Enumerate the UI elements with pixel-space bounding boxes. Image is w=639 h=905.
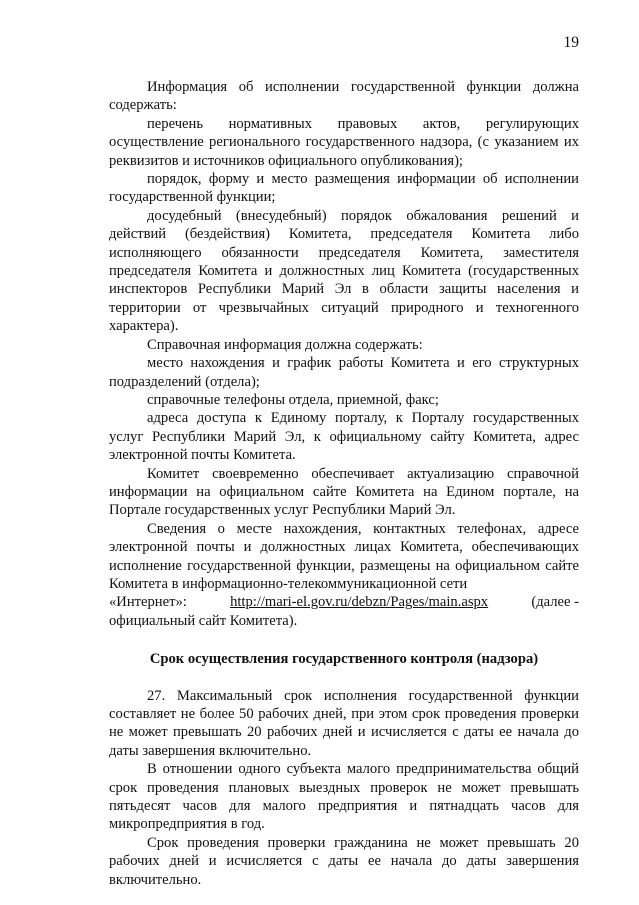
paragraph: адреса доступа к Единому порталу, к Порталу государственных услуг Республики Марий Эл, к официальному сайту Комитета, адрес электронной почты Комитета.: [109, 410, 579, 464]
paragraph: 27. Максимальный срок исполнения государственной функции составляет не более 50 рабочих дней, при этом срок проведения проверки не может превышать 20 рабочих дней и исчисляется с даты ее начала до даты завершения включительно.: [109, 687, 579, 759]
paragraph: справочные телефоны отдела, приемной, факс;: [147, 391, 439, 408]
official-site-link[interactable]: http://mari-el.gov.ru/debzn/Pages/main.aspx: [230, 594, 489, 611]
page-number: 19: [563, 34, 579, 51]
paragraph: перечень нормативных правовых актов, регулирующих осуществление регионального государственного надзора, (с указанием их реквизитов и источников официального опубликования);: [109, 115, 579, 169]
link-line: [109, 593, 579, 611]
paragraph: В отношении одного субъекта малого предпринимательства общий срок проведения плановых выездных проверок не может превышать пятьдесят часов для малого предприятия и пятнадцать часов для микропредприятия в год.: [109, 761, 579, 833]
paragraph: Комитет своевременно обеспечивает актуализацию справочной информации на официальном сайте Комитета на Едином портале, на Портале государственных услуг Республики Марий Эл.: [109, 465, 579, 519]
paragraph: досудебный (внесудебный) порядок обжалования решений и действий (бездействия) Комитета, председателя Комитета либо исполняющего обязанности председателя Комитета, заместителя председателя Комитета и должностных лиц Комитета (государственных инспекторов Республики Марий Эл в области защиты населения и территории от чрезвычайных ситуаций природного и техногенного характера).: [109, 207, 579, 335]
section-heading: Срок осуществления государственного контроля (надзора): [149, 651, 539, 668]
link-suffix: (далее -: [531, 594, 579, 611]
paragraph: Справочная информация должна содержать:: [147, 336, 423, 353]
paragraph: Информация об исполнении государственной функции должна содержать:: [109, 79, 579, 114]
paragraph: Сведения о месте нахождения, контактных телефонах, адресе электронной почты и должностных лицах Комитета, обеспечивающих исполнение государственной функции, размещены на официальном сайте Комитета в информационно-телекоммуникационной сети: [109, 520, 579, 592]
paragraph: порядок, форму и место размещения информации об исполнении государственной функции;: [109, 171, 579, 206]
paragraph: Срок проведения проверки гражданина не может превышать 20 рабочих дней и исчисляется с даты ее начала до даты завершения включительно.: [109, 834, 579, 888]
paragraph: место нахождения и график работы Комитета и его структурных подразделений (отдела);: [109, 355, 579, 390]
paragraph: официальный сайт Комитета).: [109, 612, 298, 629]
document-body: [109, 78, 579, 889]
link-prefix: «Интернет»:: [109, 594, 187, 611]
